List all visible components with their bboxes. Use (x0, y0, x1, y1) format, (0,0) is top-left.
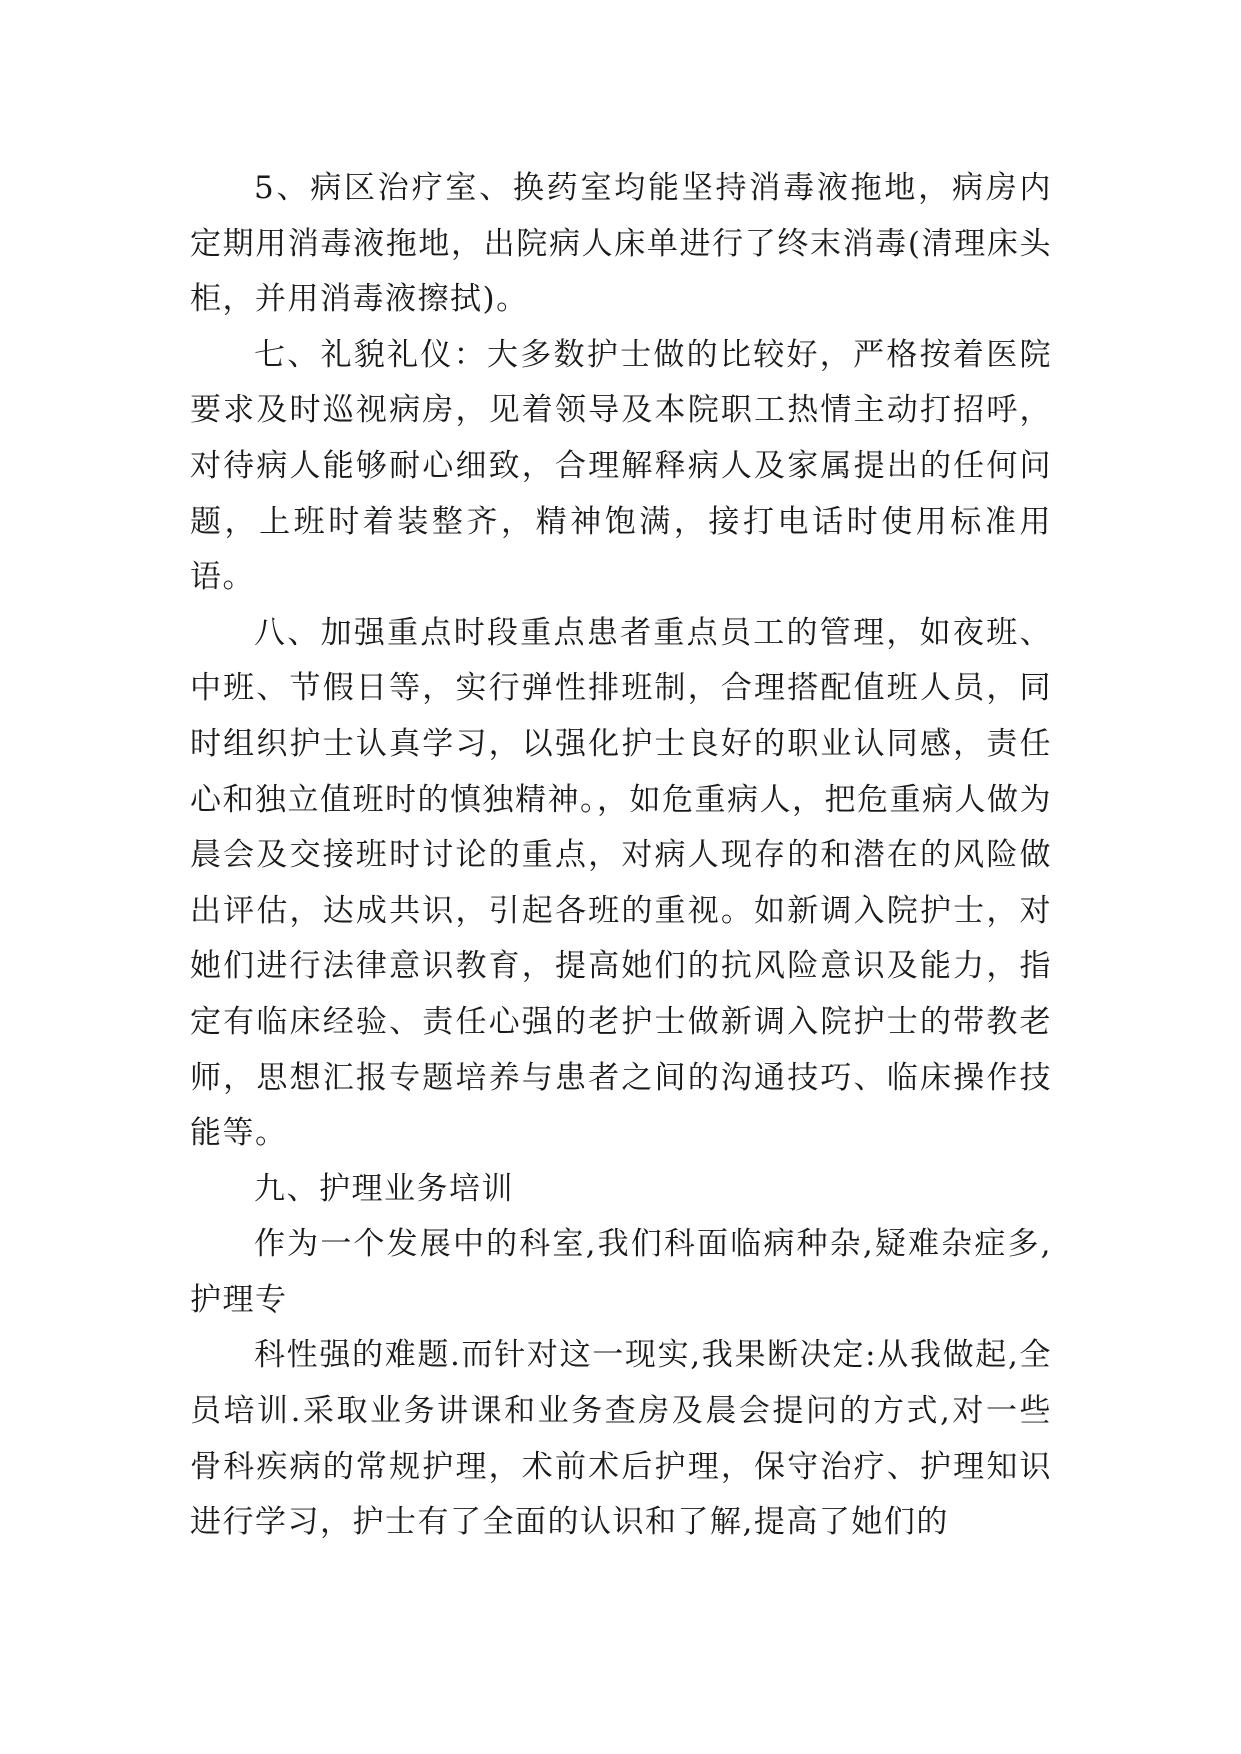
paragraph-key-management: 八、加强重点时段重点患者重点员工的管理，如夜班、中班、节假日等，实行弹性排班制，合理搭配值班人员，同时组织护士认真学习，以强化护士良好的职业认同感，责任心和独立值班时的慎独精神。，如危重病人，把危重病人做为晨会及交接班时讨论的重点，对病人现存的和潜在的风险做出评估，达成共识，引起各班的重视。如新调入院护士，对她们进行法律意识教育，提高她们的抗风险意识及能力，指定有临床经验、责任心强的老护士做新调入院护士的带教老师，思想汇报专题培养与患者之间的沟通技巧、临床操作技能等。 (190, 614, 1052, 1152)
section-heading-training: 九、护理业务培训 (254, 1170, 514, 1207)
paragraph-training-intro: 作为一个发展中的科室,我们科面临病种杂,疑难杂症多,护理专 (190, 1226, 1052, 1318)
paragraph-disinfection: 5、病区治疗室、换药室均能坚持消毒液拖地，病房内定期用消毒液拖地，出院病人床单进行了终末消毒(清理床头柜，并用消毒液擦拭)。 (190, 170, 1052, 318)
document-body (190, 161, 1052, 1551)
paragraph-etiquette: 七、礼貌礼仪：大多数护士做的比较好，严格按着医院要求及时巡视病房，见着领导及本院职工热情主动打招呼，对待病人能够耐心细致，合理解释病人及家属提出的任何问题，上班时着装整齐，精神饱满，接打电话时使用标准用语。 (190, 336, 1052, 596)
paragraph-training-detail: 科性强的难题.而针对这一现实,我果断决定:从我做起,全员培训.采取业务讲课和业务查房及晨会提问的方式,对一些骨科疾病的常规护理，术前术后护理，保守治疗、护理知识进行学习，护士有了全面的认识和了解,提高了她们的 (190, 1337, 1052, 1541)
